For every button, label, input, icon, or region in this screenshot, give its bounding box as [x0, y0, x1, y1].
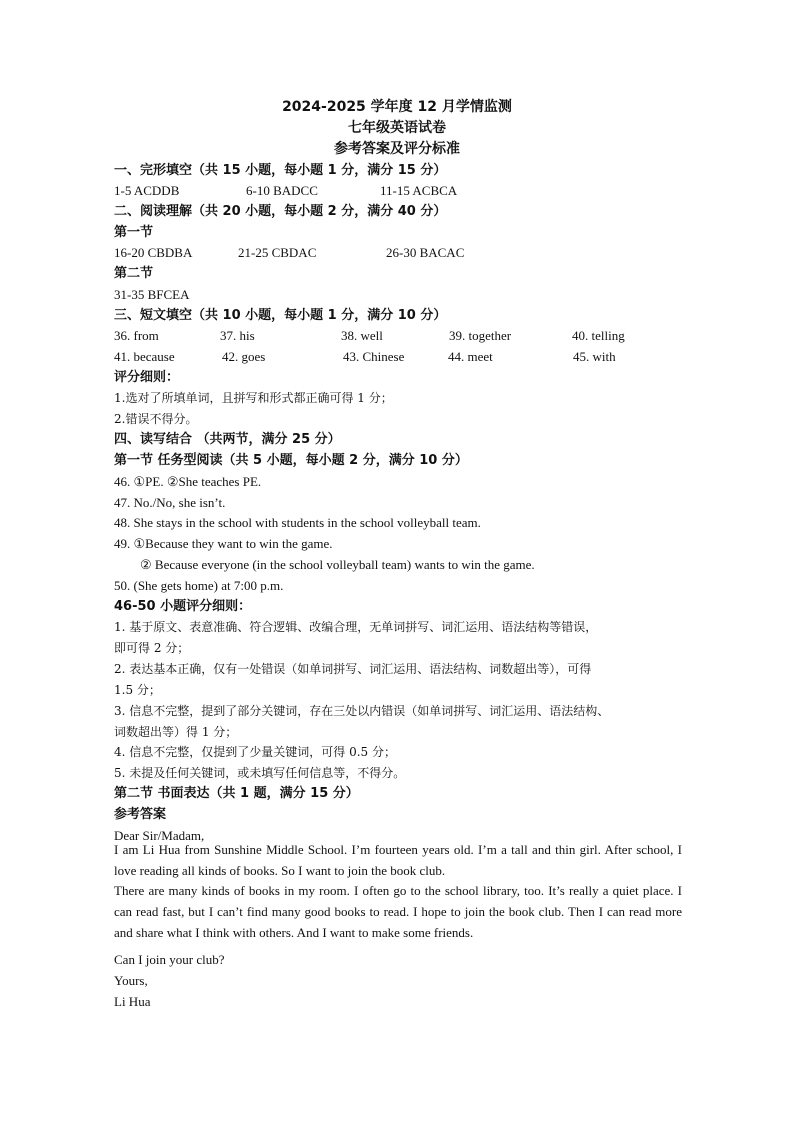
answer-group: 6-10 BADCC: [246, 183, 318, 198]
part2-section2-title: 第二节: [114, 266, 154, 281]
part3-rule: 2.错误不得分。: [114, 412, 198, 426]
part2-section1-title: 第一节: [114, 225, 154, 240]
essay-paragraph-1: I am Li Hua from Sunshine Middle School. I’m fourteen years old. I’m a tall and thin girl. After school, I love reading all kinds of books. So I want to join the book club.: [114, 842, 682, 878]
essay-greeting: Dear Sir/Madam,: [114, 828, 205, 843]
answer-item: 42. goes: [222, 349, 266, 364]
part3-heading: 三、短文填空（共 10 小题，每小题 1 分，满分 10 分）: [114, 308, 447, 323]
answer-50: 50. (She gets home) at 7:00 p.m.: [114, 578, 284, 593]
answer-item: 39. together: [449, 328, 512, 343]
answer-47: 47. No./No, she isn’t.: [114, 495, 226, 510]
part4-rule: 词数超出等）得 1 分；: [114, 725, 238, 739]
answer-46: 46. ①PE. ②She teaches PE.: [114, 474, 262, 489]
answer-49a: 49. ①Because they want to win the game.: [114, 536, 333, 551]
part4-rule: 3. 信息不完整，提到了部分关键词，存在三处以内错误（如单词拼写、词汇运用、语法结构、: [114, 704, 610, 718]
exam-title: 2024-2025 学年度 12 月学情监测: [282, 99, 512, 115]
answer-group: 1-5 ACDDB: [114, 183, 180, 198]
part2-section2-answer: 31-35 BFCEA: [114, 287, 190, 302]
part3-answers-row2: [114, 348, 714, 366]
answer-item: 44. meet: [448, 349, 493, 364]
part4-rule: 1.5 分；: [114, 683, 161, 697]
part4-rule: 即可得 2 分；: [114, 641, 190, 655]
answer-48: 48. She stays in the school with students in the school volleyball team.: [114, 515, 481, 530]
exam-subtitle: 七年级英语试卷: [348, 120, 446, 136]
part4-section1-heading: 第一节 任务型阅读（共 5 小题，每小题 2 分，满分 10 分）: [114, 453, 468, 468]
answer-item: 43. Chinese: [343, 349, 405, 364]
answer-group: 26-30 BACAC: [386, 245, 465, 260]
essay-paragraph-2: There are many kinds of books in my room. I often go to the school library, too. It’s really a quiet place. I can read fast, but I can’t find many good books to read. I hope to join the book club. Then I can read more and share what I think with others. And I want to make some friends.: [114, 883, 682, 940]
part4-rule: 1. 基于原文、表意准确、符合逻辑、改编合理，无单词拼写、词汇运用、语法结构等错误，: [114, 620, 598, 634]
part4-heading: 四、读写结合 （共两节，满分 25 分）: [114, 432, 341, 447]
answer-item: 37. his: [220, 328, 255, 343]
part2-heading: 二、阅读理解（共 20 小题，每小题 2 分，满分 40 分）: [114, 204, 447, 219]
answer-item: 40. telling: [572, 328, 625, 343]
answer-group: 11-15 ACBCA: [380, 183, 458, 198]
part1-answers: [114, 182, 714, 200]
essay-signature: Li Hua: [114, 994, 151, 1009]
answer-group: 16-20 CBDBA: [114, 245, 193, 260]
answer-group: 21-25 CBDAC: [238, 245, 317, 260]
part4-section2-heading: 第二节 书面表达（共 1 题，满分 15 分）: [114, 786, 359, 801]
part4-rules-title: 46-50 小题评分细则：: [114, 599, 252, 614]
part3-rules-title: 评分细则：: [114, 370, 180, 385]
answer-item: 45. with: [573, 349, 616, 364]
part1-heading: 一、完形填空（共 15 小题，每小题 1 分，满分 15 分）: [114, 163, 447, 178]
part3-answers-row1: [114, 327, 714, 345]
part2-section1-answers: [114, 244, 714, 262]
essay-paragraph-3: Can I join your club?: [114, 952, 225, 967]
part4-rule: 2. 表达基本正确，仅有一处错误（如单词拼写、词汇运用、语法结构、词数超出等），可得: [114, 662, 592, 676]
answer-49b: ② Because everyone (in the school volleyball team) wants to win the game.: [140, 557, 535, 572]
answer-item: 41. because: [114, 349, 175, 364]
reference-answer-title: 参考答案: [114, 807, 167, 822]
part4-rule: 4. 信息不完整，仅提到了少量关键词，可得 0.5 分；: [114, 745, 396, 759]
answer-item: 38. well: [341, 328, 383, 343]
part3-rule: 1.选对了所填单词，且拼写和形式都正确可得 1 分；: [114, 391, 393, 405]
answer-item: 36. from: [114, 328, 159, 343]
essay-closing: Yours,: [114, 973, 148, 988]
answer-key-title: 参考答案及评分标准: [334, 141, 460, 157]
part4-rule: 5. 未提及任何关键词，或未填写任何信息等，不得分。: [114, 766, 406, 780]
